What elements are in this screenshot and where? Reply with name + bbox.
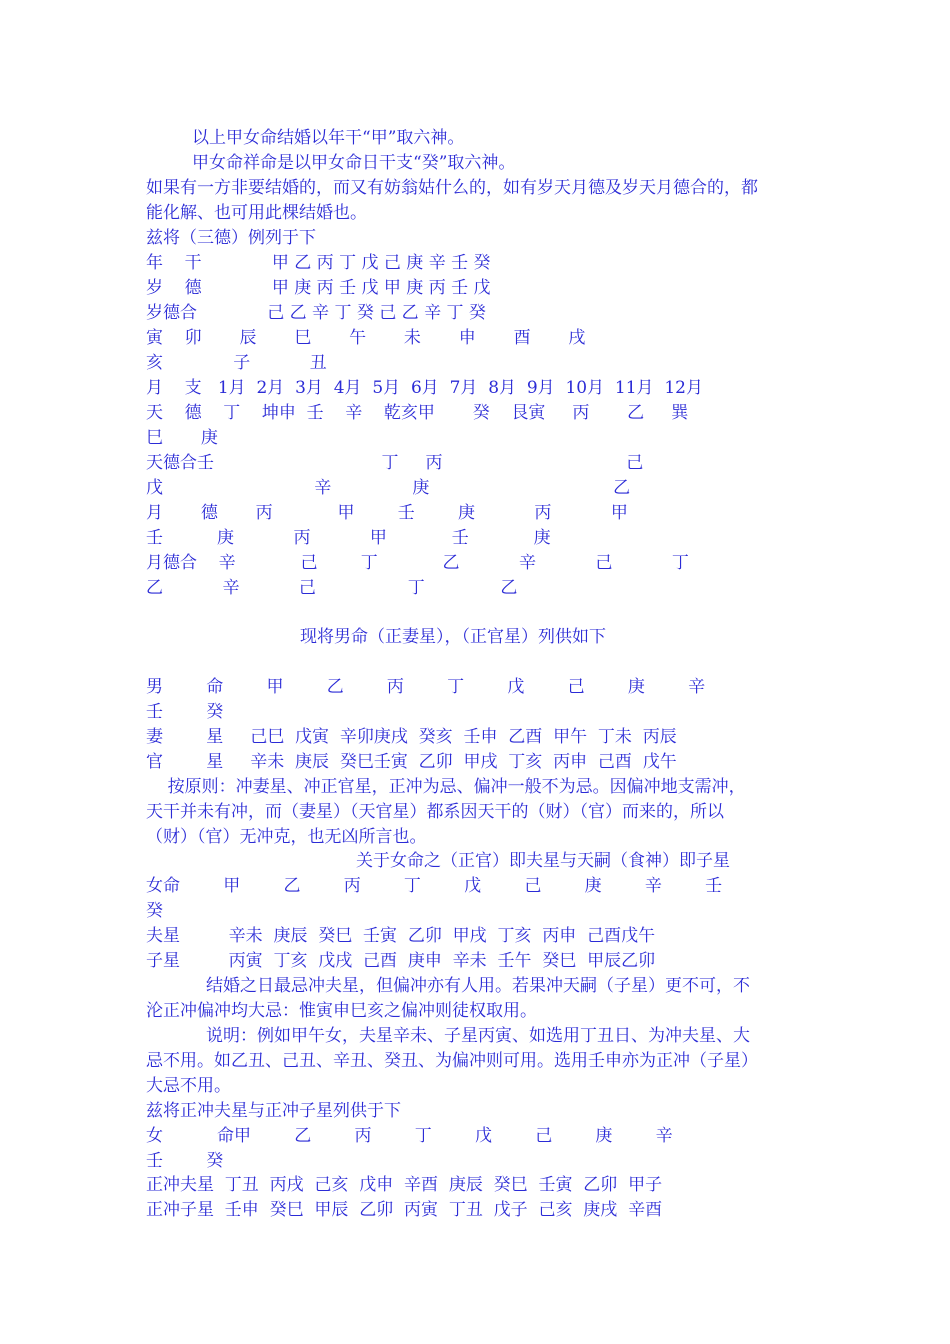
text-line: 年 干 甲 乙 丙 丁 戊 己 庚 辛 壬 癸 (146, 253, 491, 273)
text-line: 岁德合 己 乙 辛 丁 癸 己 乙 辛 丁 癸 (146, 303, 486, 323)
text-line: 岁 德 甲 庚 丙 壬 戊 甲 庚 丙 壬 戊 (146, 278, 491, 298)
text-line: 戊 辛 庚 乙 (146, 478, 631, 498)
text-line: 癸 (146, 901, 163, 921)
text-line: 月 德 丙 甲 壬 庚 丙 甲 (146, 503, 628, 523)
text-line: 如果有一方非要结婚的，而又有妨翁姑什么的，如有岁天月德及岁天月德合的，都 (146, 178, 758, 198)
text-line: 结婚之日最忌冲夫星，但偏冲亦有人用。若果冲天嗣（子星）更不可，不 (206, 976, 750, 996)
text-line: 天干并未有冲，而（妻星）（天官星）都系因天干的（财）（官）而来的，所以 (146, 802, 724, 822)
text-line: 按原则：冲妻星、冲正官星，正冲为忌、偏冲一般不为忌。因偏冲地支需冲， (146, 777, 746, 797)
text-line: 壬 癸 (146, 1151, 224, 1171)
text-line: 正冲夫星 丁丑 丙戌 己亥 戊申 辛酉 庚辰 癸巳 壬寅 乙卯 甲子 (146, 1175, 663, 1195)
text-line: 以上甲女命结婚以年干“甲”取六神。 (192, 128, 465, 148)
text-line: 兹将正冲夫星与正冲子星列供于下 (146, 1101, 401, 1121)
text-line: 天德合壬 丁 丙 己 (146, 453, 644, 473)
text-line: 妻 星 己巳 戊寅 辛卯庚戌 癸亥 壬申 乙酉 甲午 丁未 丙辰 (146, 727, 677, 747)
text-line: 月德合 辛 己 丁 乙 辛 己 丁 (146, 553, 689, 573)
text-line: 男 命 甲 乙 丙 丁 戊 己 庚 辛 (146, 677, 706, 697)
text-line: 月 支 1月 2月 3月 4月 5月 6月 7月 8月 9月 10月 11月 12月 (146, 378, 703, 398)
text-line: 官 星 辛未 庚辰 癸巳壬寅 乙卯 甲戌 丁亥 丙申 己酉 戊午 (146, 752, 677, 772)
text-line: 能化解、也可用此棵结婚也。 (146, 203, 367, 223)
text-line: 沦正冲偏冲均大忌：惟寅申巳亥之偏冲则徒权取用。 (146, 1001, 537, 1021)
text-line: 正冲子星 壬申 癸巳 甲辰 乙卯 丙寅 丁丑 戊子 己亥 庚戌 辛酉 (146, 1200, 663, 1220)
text-line: 忌不用。如乙丑、己丑、辛丑、癸丑、为偏冲则可用。选用壬申亦为正冲（子星） (146, 1051, 758, 1071)
text-line: 说明：例如甲午女，夫星辛未、子星丙寅、如选用丁丑日、为冲夫星、大 (206, 1026, 750, 1046)
text-line: 女 命甲 乙 丙 丁 戊 己 庚 辛 (146, 1126, 673, 1146)
text-line: 壬 癸 (146, 702, 224, 722)
text-line: 天 德 丁 坤申 壬 辛 乾亥甲 癸 艮寅 丙 乙 巽 (146, 403, 689, 423)
text-line: 寅 卯 辰 巳 午 未 申 酉 戌 (146, 328, 586, 348)
text-line: 乙 辛 己 丁 乙 (146, 578, 518, 598)
section-heading: 关于女命之（正官）即夫星与天嗣（食神）即子星 (356, 851, 730, 871)
text-line: （财）（官）无冲克，也无凶所言也。 (146, 827, 427, 847)
text-line: 子星 丙寅 丁亥 戊戌 己酉 庚申 辛未 壬午 癸巳 甲辰乙卯 (146, 951, 656, 971)
text-line: 夫星 辛未 庚辰 癸巳 壬寅 乙卯 甲戌 丁亥 丙申 己酉戊午 (146, 926, 656, 946)
text-line: 亥 子 丑 (146, 353, 327, 373)
text-line: 壬 庚 丙 甲 壬 庚 (146, 528, 551, 548)
text-line: 巳 庚 (146, 428, 218, 448)
text-line: 女命 甲 乙 丙 丁 戊 己 庚 辛 壬 (146, 876, 723, 896)
text-line: 大忌不用。 (146, 1076, 231, 1096)
text-line: 甲女命祥命是以甲女命日干支“癸”取六神。 (192, 153, 516, 173)
text-line: 兹将（三德）例列于下 (146, 228, 316, 248)
section-heading: 现将男命（正妻星），（正官星）列供如下 (300, 627, 606, 647)
